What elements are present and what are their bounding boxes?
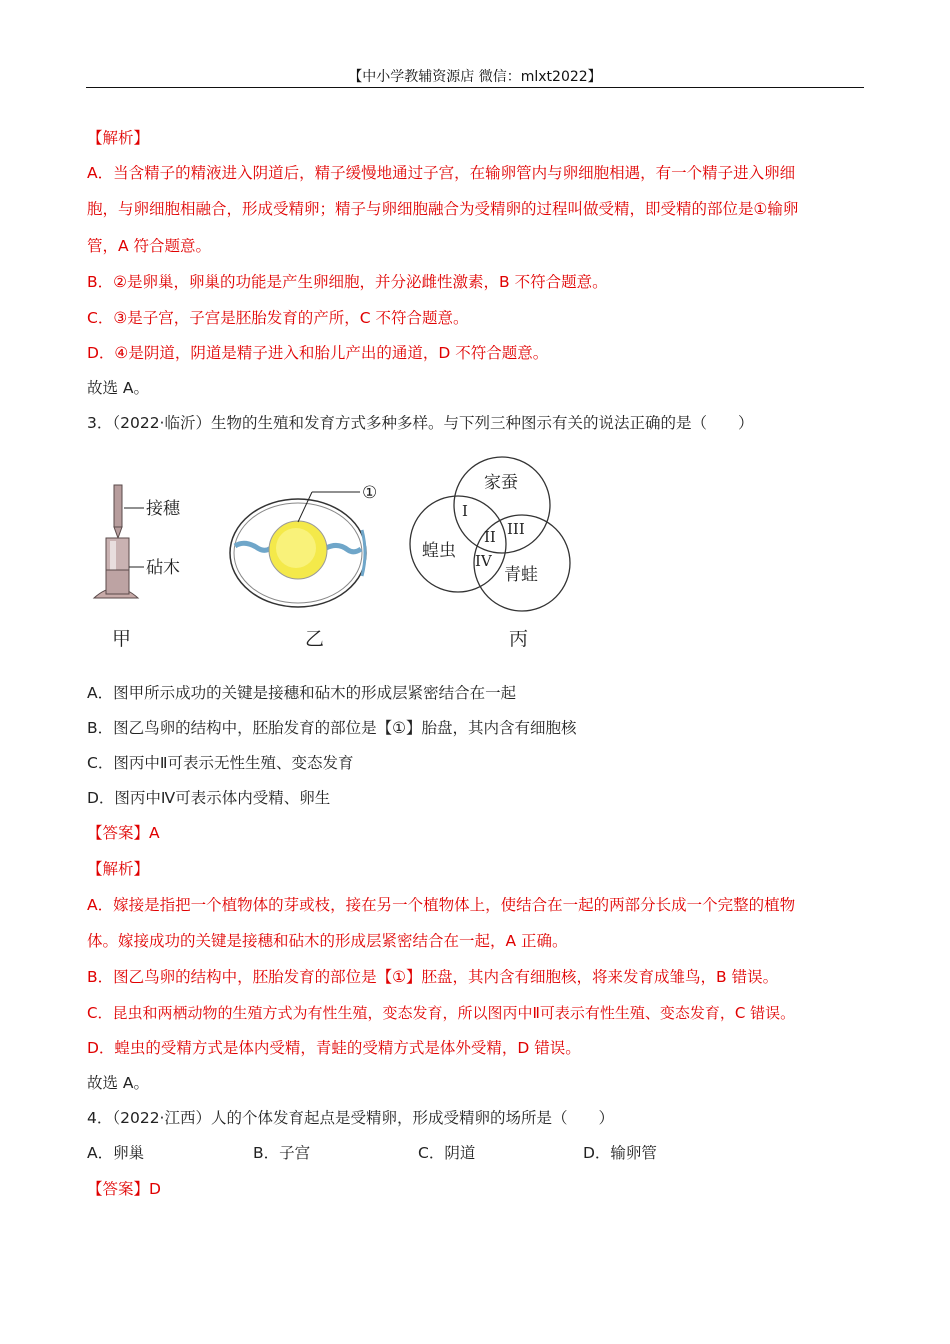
analysis-line: D．④是阴道，阴道是精子进入和胎儿产出的通道，D 不符合题意。 <box>87 344 549 362</box>
analysis-line: B．②是卵巢，卵巢的功能是产生卵细胞，并分泌雌性激素，B 不符合题意。 <box>87 273 608 291</box>
question-figure <box>86 450 586 660</box>
conclusion: 故选 A。 <box>87 1074 150 1092</box>
analysis-line: A．嫁接是指把一个植物体的芽或枝，接在另一个植物体上，使结合在一起的两部分长成一个完整的植物 <box>87 896 796 914</box>
conclusion: 故选 A。 <box>87 379 150 397</box>
option-d: D．图丙中Ⅳ可表示体内受精、卵生 <box>87 789 331 807</box>
region-2-label: II <box>484 528 496 546</box>
analysis-line: C．昆虫和两栖动物的生殖方式为有性生殖，变态发育，所以图丙中Ⅱ可表示有性生殖、变态发育，C 错误。 <box>87 1004 796 1022</box>
figure-caption-jia: 甲 <box>112 628 132 650</box>
header-divider <box>86 87 864 88</box>
option-b: B．图乙鸟卵的结构中，胚胎发育的部位是【①】胎盘，其内含有细胞核 <box>87 719 577 737</box>
region-1-label: I <box>462 502 468 520</box>
region-3-label: III <box>507 520 525 538</box>
analysis-line: 管，A 符合题意。 <box>87 237 212 255</box>
option-b: B．子宫 <box>253 1144 311 1162</box>
analysis-label: 【解析】 <box>87 129 150 147</box>
analysis-line: 体。嫁接成功的关键是接穗和砧木的形成层紧密结合在一起，A 正确。 <box>87 932 568 950</box>
analysis-line: D．蝗虫的受精方式是体内受精，青蛙的受精方式是体外受精，D 错误。 <box>87 1039 581 1057</box>
analysis-line: C．③是子宫，子宫是胚胎发育的产所，C 不符合题意。 <box>87 309 469 327</box>
silkworm-label: 家蚕 <box>484 473 518 493</box>
region-4-label: IV <box>475 552 492 570</box>
answer: 【答案】D <box>87 1180 161 1198</box>
scion-label: 接穗 <box>146 499 180 519</box>
venn-diagram <box>410 457 570 611</box>
option-c: C．阴道 <box>418 1144 476 1162</box>
stock-label: 砧木 <box>146 558 180 578</box>
egg-marker: ① <box>362 483 378 503</box>
option-c: C．图丙中Ⅱ可表示无性生殖、变态发育 <box>87 754 354 772</box>
analysis-line: 胞，与卵细胞相融合，形成受精卵；精子与卵细胞融合为受精卵的过程叫做受精，即受精的部位是①输卵 <box>87 200 799 218</box>
analysis-line: A．当含精子的精液进入阴道后，精子缓慢地通过子宫，在输卵管内与卵细胞相遇，有一个精子进入卵细 <box>87 164 796 182</box>
option-a: A．图甲所示成功的关键是接穗和砧木的形成层紧密结合在一起 <box>87 684 517 702</box>
figure-caption-bing: 丙 <box>509 628 529 650</box>
frog-label: 青蛙 <box>504 565 538 585</box>
bird-egg-illustration <box>230 483 377 607</box>
option-d: D．输卵管 <box>583 1144 657 1162</box>
grafting-illustration <box>94 485 181 598</box>
page-header: 【中小学教辅资源店 微信：mlxt2022】 <box>348 69 602 85</box>
locust-label: 蝗虫 <box>422 541 456 561</box>
analysis-label: 【解析】 <box>87 860 150 878</box>
analysis-line: B．图乙鸟卵的结构中，胚胎发育的部位是【①】胚盘，其内含有细胞核，将来发育成雏鸟，B 错误。 <box>87 968 779 986</box>
option-a: A．卵巢 <box>87 1144 145 1162</box>
question-stem: 4．（2022·江西）人的个体发育起点是受精卵，形成受精卵的场所是（ ） <box>87 1109 614 1127</box>
answer: 【答案】A <box>87 824 160 842</box>
question-stem: 3．（2022·临沂）生物的生殖和发育方式多种多样。与下列三种图示有关的说法正确的是（ ） <box>87 414 754 432</box>
figure-caption-yi: 乙 <box>305 628 325 650</box>
